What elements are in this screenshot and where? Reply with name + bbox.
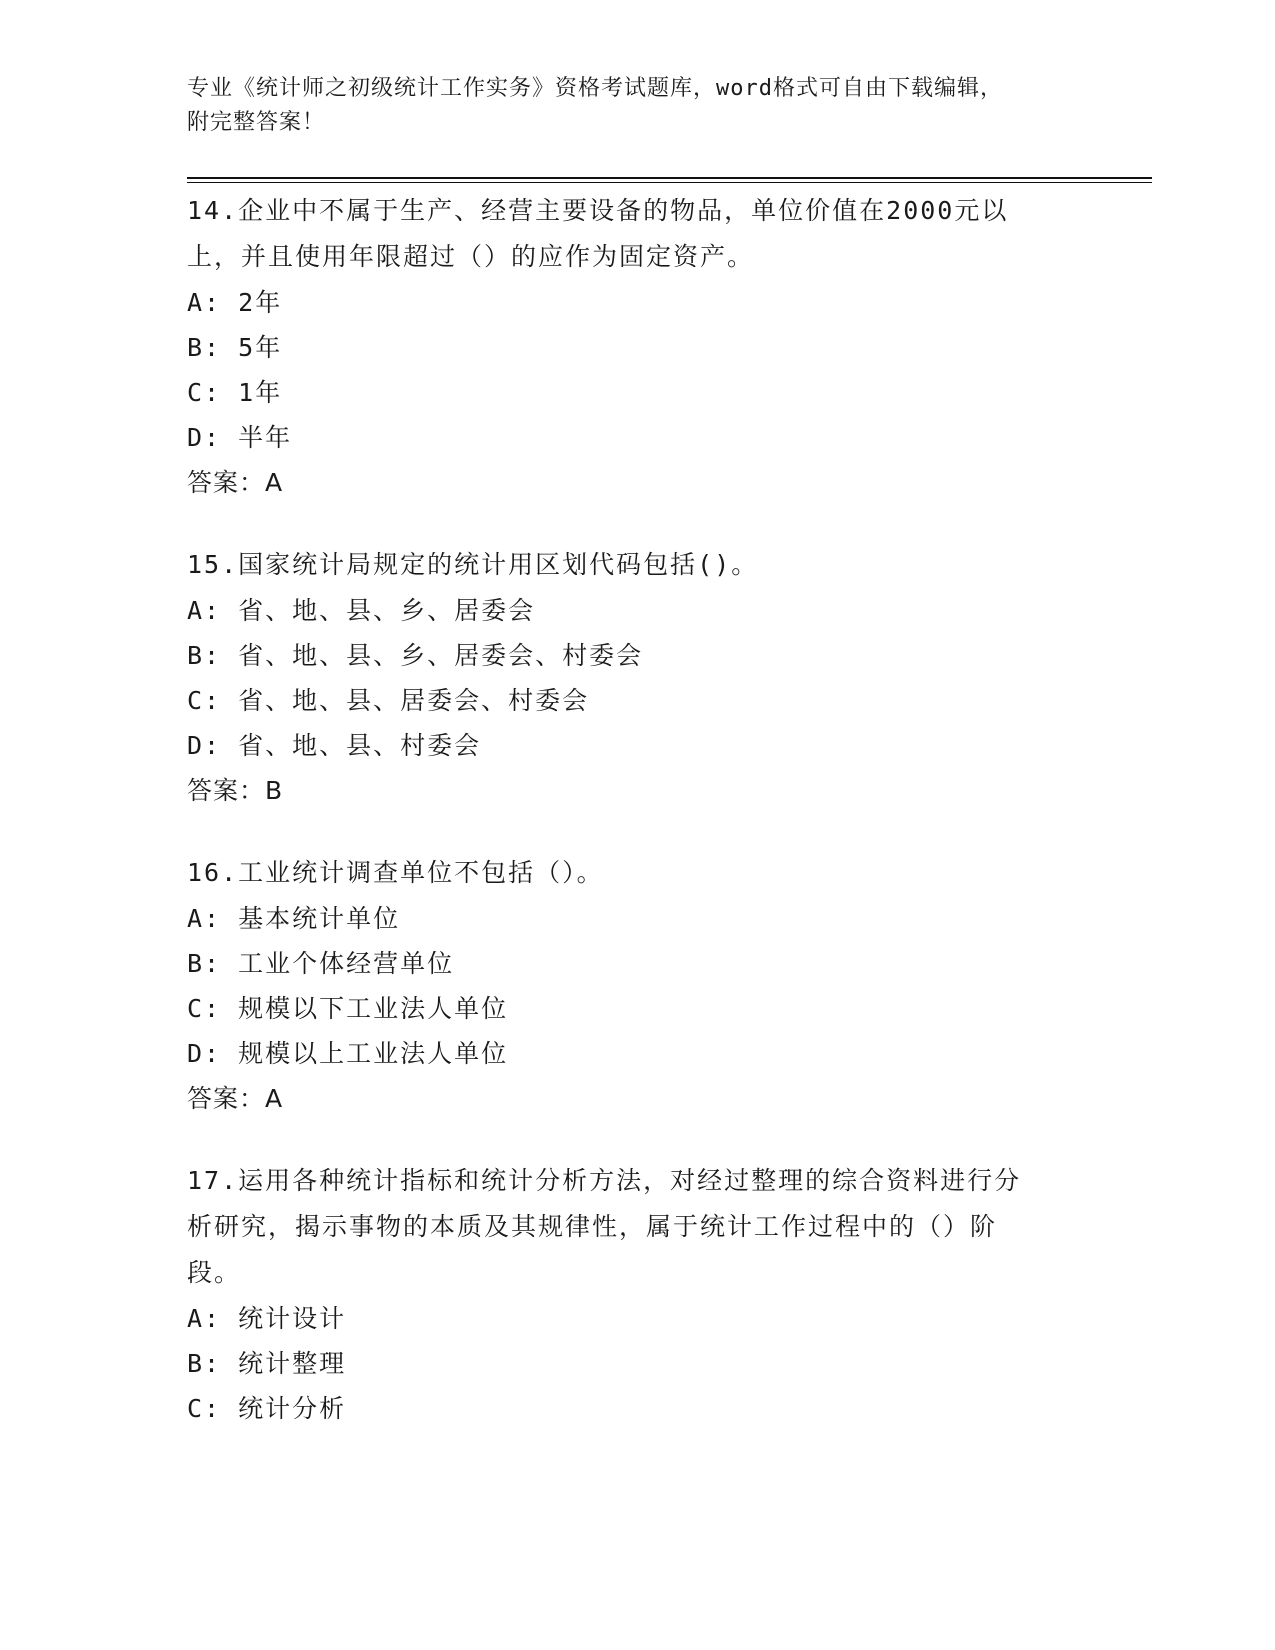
option-b: B: 5年 [187, 333, 283, 362]
answer-text: 答案：A [187, 1084, 284, 1113]
answer-text: 答案：A [187, 468, 284, 497]
question-text-line: 析研究，揭示事物的本质及其规律性，属于统计工作过程中的（）阶 [187, 1212, 998, 1241]
option-a: A: 省、地、县、乡、居委会 [187, 596, 536, 625]
option-b: B: 统计整理 [187, 1349, 347, 1378]
header-divider-thin [187, 182, 1152, 183]
question-17 [187, 1158, 1087, 1431]
option-a: A: 基本统计单位 [187, 904, 401, 933]
question-list [187, 188, 1087, 1467]
question-16 [187, 850, 1087, 1122]
option-c: C: 省、地、县、居委会、村委会 [187, 686, 590, 715]
option-d: D: 半年 [187, 423, 293, 452]
option-b: B: 省、地、县、乡、居委会、村委会 [187, 641, 644, 670]
question-text-line: 14.企业中不属于生产、经营主要设备的物品，单位价值在2000元以 [187, 196, 1009, 225]
question-text-line: 16.工业统计调查单位不包括（）。 [187, 858, 604, 887]
question-text-line: 上，并且使用年限超过（）的应作为固定资产。 [187, 242, 755, 271]
answer-text: 答案：B [187, 776, 284, 805]
header-divider-thick [187, 177, 1152, 179]
question-text-line: 15.国家统计局规定的统计用区划代码包括()。 [187, 550, 759, 579]
option-c: C: 1年 [187, 378, 283, 407]
option-d: D: 规模以上工业法人单位 [187, 1039, 509, 1068]
header-line-2: 附完整答案！ [187, 110, 326, 135]
question-14 [187, 188, 1087, 506]
question-text-line: 17.运用各种统计指标和统计分析方法，对经过整理的综合资料进行分 [187, 1166, 1022, 1195]
option-a: A: 统计设计 [187, 1304, 347, 1333]
header-line-1: 专业《统计师之初级统计工作实务》资格考试题库，word格式可自由下载编辑， [187, 76, 1003, 101]
option-c: C: 规模以下工业法人单位 [187, 994, 509, 1023]
question-15 [187, 542, 1087, 814]
option-c: C: 统计分析 [187, 1394, 347, 1423]
question-text-line: 段。 [187, 1258, 242, 1287]
document-header [187, 72, 1067, 140]
option-a: A: 2年 [187, 288, 283, 317]
option-d: D: 省、地、县、村委会 [187, 731, 482, 760]
option-b: B: 工业个体经营单位 [187, 949, 455, 978]
